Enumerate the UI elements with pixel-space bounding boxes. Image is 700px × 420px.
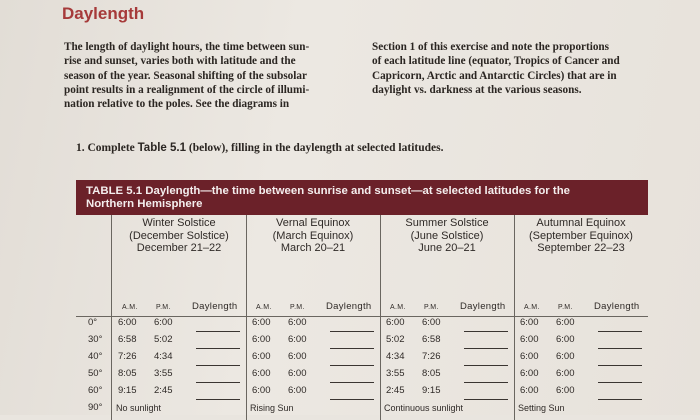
- daylength-blank[interactable]: [196, 348, 240, 349]
- intro-line: point results in a realignment of the circle of illumi-: [64, 83, 310, 96]
- daylength-subheader: Daylength: [460, 301, 506, 312]
- am-time: 6:00: [252, 351, 271, 362]
- daylength-blank[interactable]: [330, 382, 374, 383]
- intro-text-right: [372, 40, 664, 97]
- pm-subheader: P.M.: [290, 304, 305, 311]
- season-header-name: Autumnal Equinox: [536, 217, 626, 229]
- pm-time: 4:34: [154, 351, 173, 362]
- pm-time: 6:00: [288, 334, 307, 345]
- am-subheader: A.M.: [390, 304, 406, 311]
- season-header-alt: (December Solstice): [129, 229, 229, 242]
- pm-time: 6:00: [422, 317, 441, 328]
- am-time: 8:05: [118, 368, 137, 379]
- am-time: 6:00: [520, 334, 539, 345]
- am-time: 2:45: [386, 385, 405, 396]
- latitude-label: 0°: [88, 317, 98, 328]
- pm-time: 6:00: [154, 317, 173, 328]
- table-caption-line: TABLE 5.1 Daylength—the time between sunrise and sunset—at selected latitudes for the: [86, 185, 570, 197]
- daylength-subheader: Daylength: [326, 301, 372, 312]
- pm-time: 6:00: [288, 368, 307, 379]
- daylength-blank[interactable]: [598, 331, 642, 332]
- latitude-label: 50°: [88, 368, 103, 379]
- season-header-alt: (March Equinox): [272, 229, 354, 242]
- season-header: [514, 217, 648, 255]
- table-caption: [76, 180, 648, 215]
- intro-line: rise and sunset, varies both with latitude and the: [64, 55, 296, 68]
- am-time: 6:00: [386, 317, 405, 328]
- pm-time: 6:00: [556, 368, 575, 379]
- pm-time: 6:00: [288, 317, 307, 328]
- intro-line: daylight vs. darkness at the various seasons.: [372, 83, 582, 96]
- instruction-suffix: (below), filling in the daylength at selected latitudes.: [186, 142, 444, 154]
- am-time: 6:00: [252, 368, 271, 379]
- latitude-label: 30°: [88, 334, 103, 345]
- am-subheader: A.M.: [524, 304, 540, 311]
- am-time: 5:02: [386, 334, 405, 345]
- instruction-prefix: 1. Complete: [76, 142, 138, 154]
- pm-time: 6:00: [288, 351, 307, 362]
- daylength-blank[interactable]: [196, 365, 240, 366]
- daylength-blank[interactable]: [464, 331, 508, 332]
- polar-note: Setting Sun: [518, 403, 565, 413]
- am-time: 6:00: [118, 317, 137, 328]
- season-header-name: Vernal Equinox: [276, 217, 350, 229]
- section-heading: Daylength: [62, 4, 145, 23]
- season-header-dates: March 20–21: [280, 242, 346, 254]
- latitude-label: 90°: [88, 402, 103, 413]
- daylength-blank[interactable]: [196, 399, 240, 400]
- pm-time: 6:58: [422, 334, 441, 345]
- pm-time: 8:05: [422, 368, 441, 379]
- season-header-dates: December 21–22: [136, 242, 222, 254]
- exercise-instruction: [76, 142, 443, 154]
- am-subheader: A.M.: [122, 304, 138, 311]
- am-time: 4:34: [386, 351, 405, 362]
- daylength-blank[interactable]: [196, 382, 240, 383]
- latitude-label: 60°: [88, 385, 103, 396]
- pm-subheader: P.M.: [156, 304, 171, 311]
- intro-line: season of the year. Seasonal shifting of the subsolar: [64, 69, 307, 82]
- season-header-dates: June 20–21: [418, 242, 476, 254]
- season-header: [112, 217, 246, 255]
- table-caption-line: Northern Hemisphere: [86, 198, 203, 210]
- pm-time: 6:00: [556, 351, 575, 362]
- daylength-blank[interactable]: [330, 399, 374, 400]
- pm-time: 5:02: [154, 334, 173, 345]
- daylength-subheader: Daylength: [594, 301, 640, 312]
- am-subheader: A.M.: [256, 304, 272, 311]
- intro-line: nation relative to the poles. See the diagrams in: [64, 98, 290, 111]
- am-time: 6:00: [520, 317, 539, 328]
- am-time: 6:58: [118, 334, 137, 345]
- daylength-blank[interactable]: [598, 382, 642, 383]
- pm-time: 6:00: [288, 385, 307, 396]
- season-header-name: Summer Solstice: [405, 217, 489, 229]
- daylength-blank[interactable]: [598, 365, 642, 366]
- daylength-blank[interactable]: [464, 348, 508, 349]
- polar-note: No sunlight: [116, 403, 162, 413]
- pm-time: 6:00: [556, 334, 575, 345]
- pm-subheader: P.M.: [424, 304, 439, 311]
- table-body: [76, 215, 648, 420]
- pm-time: 6:00: [556, 385, 575, 396]
- am-time: 6:00: [252, 334, 271, 345]
- am-time: 6:00: [252, 385, 271, 396]
- am-time: 6:00: [520, 368, 539, 379]
- polar-note: Continuous sunlight: [384, 403, 464, 413]
- intro-line: Capricorn, Arctic and Antarctic Circles) that are in: [372, 69, 617, 82]
- am-time: 6:00: [252, 317, 271, 328]
- pm-time: 9:15: [422, 385, 441, 396]
- daylength-blank[interactable]: [598, 399, 642, 400]
- intro-text-left: [64, 40, 356, 111]
- season-header: [380, 217, 514, 255]
- am-time: 6:00: [520, 385, 539, 396]
- daylength-blank[interactable]: [330, 348, 374, 349]
- season-header-dates: September 22–23: [537, 242, 625, 254]
- daylength-blank[interactable]: [464, 382, 508, 383]
- daylength-blank[interactable]: [464, 399, 508, 400]
- table-reference: Table 5.1: [137, 142, 187, 154]
- intro-line: Section 1 of this exercise and note the proportions: [372, 41, 610, 53]
- pm-time: 3:55: [154, 368, 173, 379]
- intro-line: of each latitude line (equator, Tropics of Cancer and: [372, 55, 620, 68]
- season-header: [246, 217, 380, 255]
- pm-time: 7:26: [422, 351, 441, 362]
- intro-line: The length of daylight hours, the time between sun-: [64, 41, 310, 53]
- am-time: 7:26: [118, 351, 137, 362]
- daylength-table: [76, 180, 648, 420]
- am-time: 3:55: [386, 368, 405, 379]
- am-time: 9:15: [118, 385, 137, 396]
- am-time: 6:00: [520, 351, 539, 362]
- season-header-alt: (June Solstice): [410, 229, 484, 242]
- daylength-blank[interactable]: [196, 331, 240, 332]
- pm-subheader: P.M.: [558, 304, 573, 311]
- daylength-blank[interactable]: [598, 348, 642, 349]
- daylength-blank[interactable]: [464, 365, 508, 366]
- season-header-name: Winter Solstice: [142, 217, 216, 229]
- pm-time: 6:00: [556, 317, 575, 328]
- season-header-alt: (September Equinox): [529, 229, 633, 242]
- daylength-blank[interactable]: [330, 365, 374, 366]
- latitude-label: 40°: [88, 351, 103, 362]
- pm-time: 2:45: [154, 385, 173, 396]
- daylength-blank[interactable]: [330, 331, 374, 332]
- polar-note: Rising Sun: [250, 403, 294, 413]
- daylength-subheader: Daylength: [192, 301, 238, 312]
